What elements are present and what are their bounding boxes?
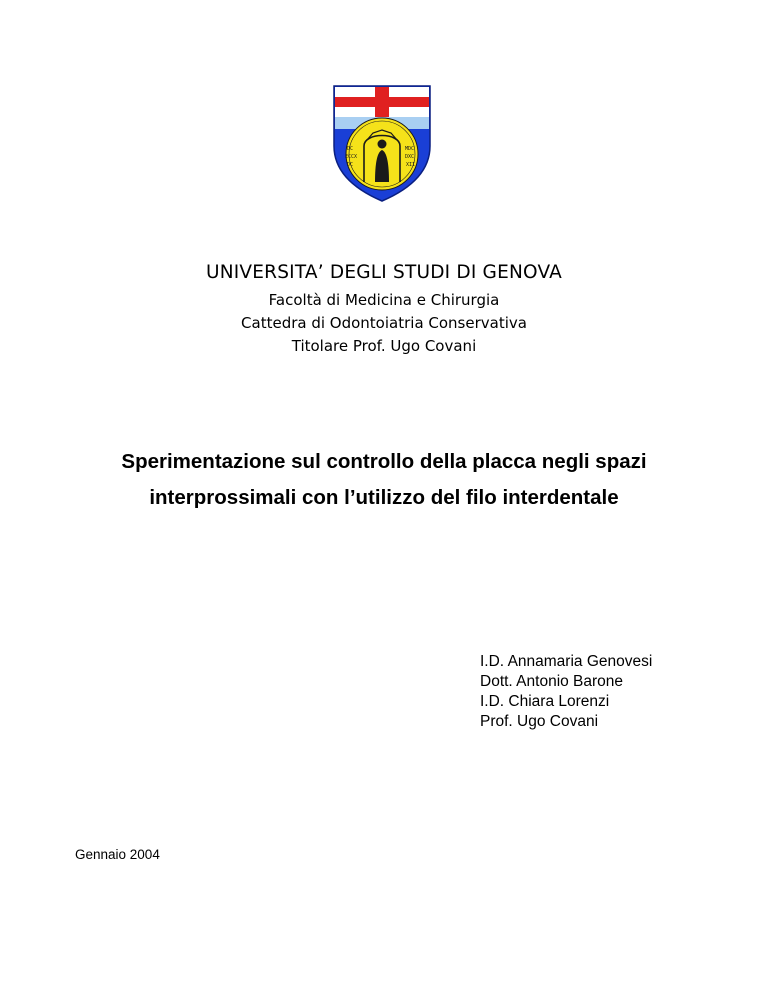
author-item: I.D. Chiara Lorenzi bbox=[480, 693, 610, 710]
chair-holder: Titolare Prof. Ugo Covani bbox=[291, 337, 477, 355]
university-of-genoa-seal-icon bbox=[331, 84, 433, 204]
seal-right-text-2: DXC bbox=[405, 154, 415, 160]
thesis-title-line-2: interprossimali con l’utilizzo del filo interdentale bbox=[149, 486, 619, 509]
seal-left-text-3: DC bbox=[347, 162, 354, 168]
authors-list bbox=[480, 652, 652, 732]
author-item: Prof. Ugo Covani bbox=[480, 713, 599, 730]
author-item: Dott. Antonio Barone bbox=[480, 673, 624, 690]
seal-right-text-1: MDC bbox=[405, 146, 415, 152]
seal-right-text-3: XII bbox=[406, 162, 416, 168]
thesis-title-line-1: Sperimentazione sul controllo della placca negli spazi bbox=[121, 450, 647, 473]
faculty-name: Facoltà di Medicina e Chirurgia bbox=[268, 291, 500, 309]
seal-left-text-1: DC bbox=[347, 146, 354, 152]
chair-name: Cattedra di Odontoiatria Conservativa bbox=[241, 314, 527, 332]
document-date: Gennaio 2004 bbox=[75, 847, 160, 862]
seal-left-text-2: ECCX bbox=[345, 154, 358, 160]
author-item: I.D. Annamaria Genovesi bbox=[480, 653, 653, 670]
university-name: UNIVERSITA’ DEGLI STUDI DI GENOVA bbox=[205, 262, 562, 283]
